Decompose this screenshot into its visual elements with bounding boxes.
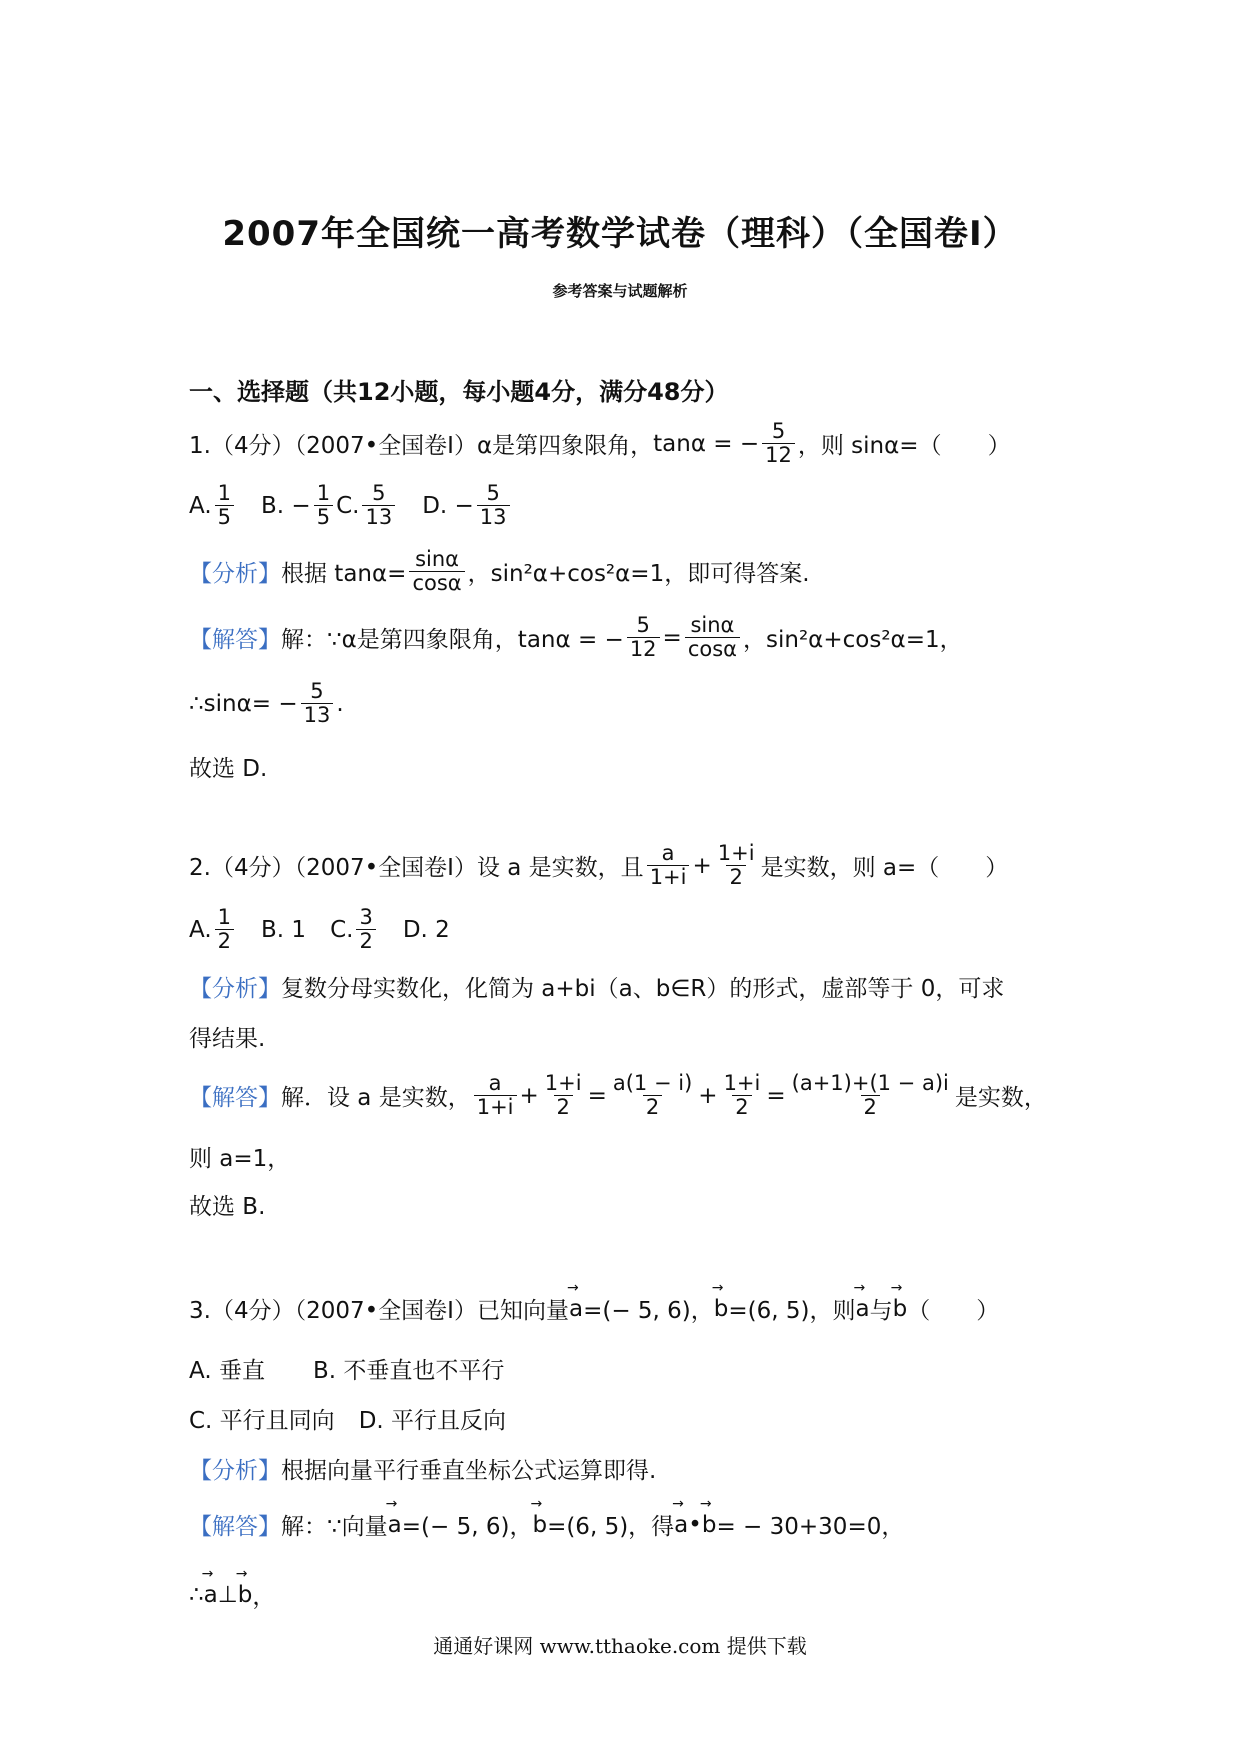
vector-a: → a: [569, 1296, 583, 1322]
q3-option-b: B. 不垂直也不平行: [312, 1358, 505, 1384]
q2-analysis-cont: 得结果.: [189, 1026, 266, 1052]
q3-options-row1: [189, 1352, 504, 1385]
vector-a: → a: [204, 1582, 218, 1608]
answer-tag: 【解答】: [189, 1085, 281, 1112]
q1-option-d: D. −: [422, 492, 474, 519]
q2-option-d: D. 2: [402, 916, 450, 943]
page-subtitle: 参考答案与试题解析: [552, 282, 688, 300]
page-title: 2007年全国统一高考数学试卷（理科）（全国卷Ⅰ）: [222, 214, 1018, 254]
q1-analysis: 【分析】 根据 tanα= $\frac{\sin\alpha}{\cos\alpha}$ ，sin²α+cos²α=1，即可得答案.: [189, 547, 810, 596]
q2-answer: 【解答】 解．设 a 是实数， $\frac{a}{1+i}$ + $\frac{1+i}{2}$ = $\frac{a(1 - i)}{2}$ + $\frac{1+i}{2}$ = $\frac{(a+1)+(1 - a)i}{2}$ 是实数，: [189, 1071, 1047, 1120]
q1-conclusion: ∴sinα= − $\frac{5}{13}$ .: [189, 679, 344, 728]
vector-b: → b: [893, 1296, 908, 1322]
answer-tag: 【解答】: [189, 1514, 281, 1540]
q3-options-row2: [189, 1402, 506, 1435]
q2-then: 则 a=1，: [189, 1146, 291, 1172]
q1-final: 故选 D.: [189, 756, 268, 782]
vector-b: → b: [702, 1512, 717, 1538]
answer-tag: 【解答】: [189, 627, 281, 654]
q3-answer: 【解答】 解：∵向量 → a =(− 5, 6)， → b =(6, 5)，得 → a • → b = − 30+30=0，: [189, 1508, 904, 1541]
vector-b: → b: [714, 1296, 729, 1322]
q2-option-b: B. 1: [261, 916, 307, 943]
analysis-tag: 【分析】: [189, 976, 281, 1002]
q1-stem: 1.（4分）（2007•全国卷Ⅰ）α是第四象限角， tanα = − $\frac{5}{12}$ ，则 sinα=（ ）: [189, 419, 1011, 468]
analysis-tag: 【分析】: [189, 1458, 281, 1484]
vector-a: → a: [388, 1512, 402, 1538]
q1-options: A. $\frac{1}{5}$ B. − $\frac{1}{5}$ C. $\frac{5}{13}$ D. − $\frac{5}{13}$: [189, 482, 513, 529]
q1-option-c: C.: [336, 492, 360, 519]
q3-stem: 3.（4分）（2007•全国卷Ⅰ）已知向量 → a =(− 5, 6)， → b =(6, 5)，则 → a 与 → b （ ）: [189, 1292, 999, 1325]
vector-a: → a: [674, 1512, 688, 1538]
q2-final: 故选 B.: [189, 1194, 266, 1220]
q2-analysis: 【分析】 复数分母实数化，化简为 a+bi（a、b∈R）的形式，虚部等于 0，可求: [189, 970, 1004, 1003]
vector-b: → b: [532, 1512, 547, 1538]
q2-option-a: A.: [189, 916, 212, 943]
vector-b: → b: [238, 1582, 253, 1608]
vector-a: → a: [856, 1296, 870, 1322]
q3-option-c: C. 平行且同向: [189, 1408, 335, 1434]
q1-answer: 【解答】 解：∵α是第四象限角，tanα = − $\frac{5}{12}$ = $\frac{\sin\alpha}{\cos\alpha}$ ，sin²α+cos²α=1，: [189, 613, 963, 662]
page-footer: 通通好课网 www.tthaoke.com 提供下载: [433, 1634, 807, 1658]
q1-option-a: A.: [189, 492, 212, 519]
q2-stem: 2.（4分）（2007•全国卷Ⅰ）设 a 是实数，且 $\frac{a}{1+i}$ + $\frac{1+i}{2}$ 是实数，则 a=（ ）: [189, 841, 1009, 890]
q3-option-d: D. 平行且反向: [358, 1408, 507, 1434]
q2-options: A. $\frac{1}{2}$ B. 1 C. $\frac{3}{2}$ D. 2: [189, 905, 450, 954]
q3-analysis: 【分析】 根据向量平行垂直坐标公式运算即得.: [189, 1452, 656, 1485]
q3-conclusion: ∴ → a ⊥ → b ，: [189, 1578, 275, 1611]
q1-fraction: $\frac{5}{12}$: [762, 420, 795, 467]
analysis-tag: 【分析】: [189, 561, 281, 588]
q2-option-c: C.: [330, 916, 354, 943]
q3-option-a: A. 垂直: [189, 1358, 265, 1384]
q1-option-b: B. −: [261, 492, 311, 519]
section-heading: 一、选择题（共12小题，每小题4分，满分48分）: [189, 378, 729, 406]
